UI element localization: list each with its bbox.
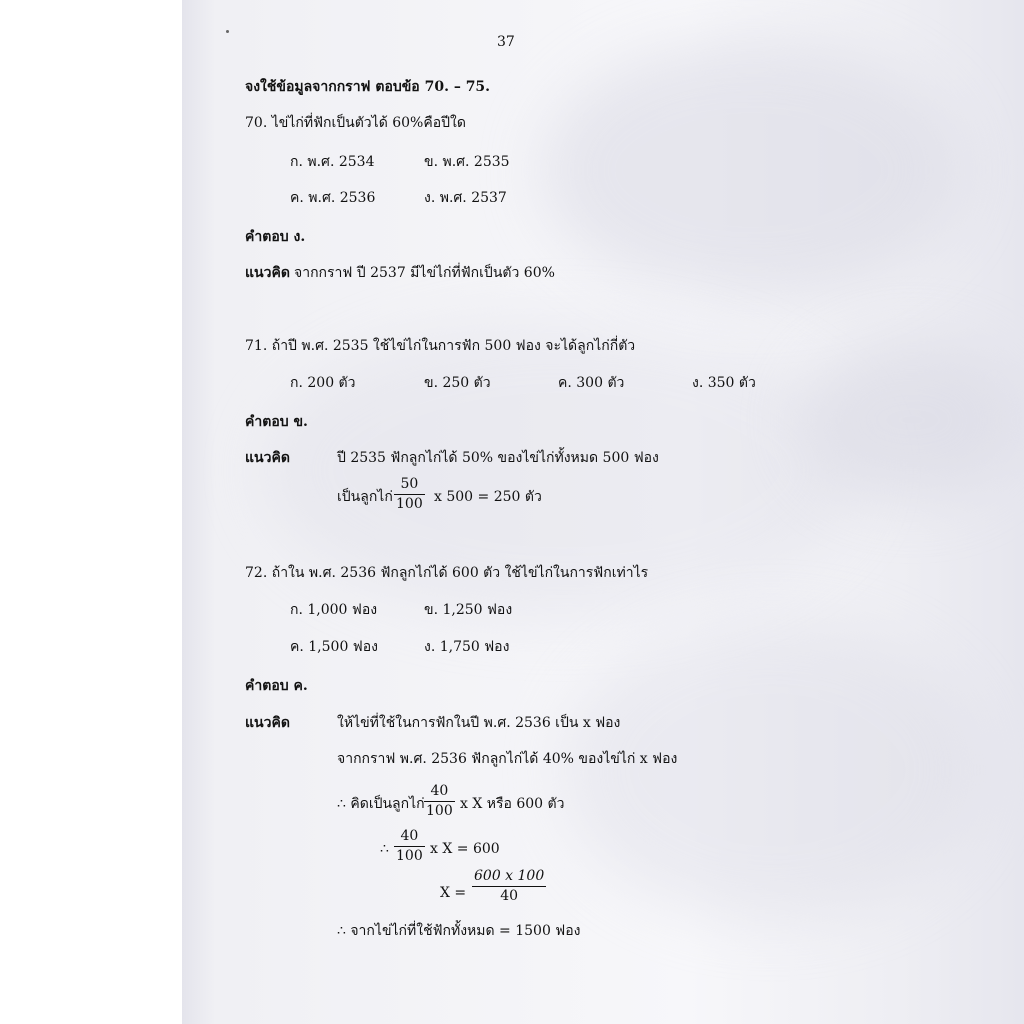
- q72-line-4-suffix: x X = 600: [430, 841, 500, 857]
- q71-choice-b: ข. 250 ตัว: [424, 375, 491, 391]
- q72-line-4-denominator: 100: [396, 848, 423, 864]
- q72-concept-label: แนวคิด: [245, 715, 290, 731]
- question-70: 70. ไข่ไก่ที่ฟักเป็นตัวได้ 60%คือปีใด: [245, 115, 466, 131]
- background-left: [0, 0, 182, 1024]
- q72-line-1: ให้ไข่ที่ใช้ในการฟักในปี พ.ศ. 2536 เป็น x ฟอง: [337, 715, 621, 731]
- q70-answer: คำตอบ ง.: [245, 229, 306, 245]
- q71-fraction-denominator: 100: [396, 496, 423, 512]
- q71-concept-line: ปี 2535 ฟักลูกไก่ได้ 50% ของไข่ไก่ทั้งหมด 500 ฟอง: [337, 450, 659, 466]
- question-71: 71. ถ้าปี พ.ศ. 2535 ใช้ไข่ไก่ในการฟัก 500 ฟอง จะได้ลูกไก่กี่ตัว: [245, 338, 636, 354]
- q72-line-3-prefix: ∴ คิดเป็นลูกไก่: [337, 796, 425, 812]
- q72-line-3-numerator: 40: [430, 783, 449, 799]
- q70-choice-a: ก. พ.ศ. 2534: [290, 154, 375, 170]
- q71-calc-result: x 500 = 250 ตัว: [434, 489, 542, 505]
- page-number: 37: [497, 34, 515, 50]
- q71-choice-a: ก. 200 ตัว: [290, 375, 356, 391]
- q72-line-5-fraction: [472, 868, 546, 905]
- q71-concept-label: แนวคิด: [245, 450, 290, 466]
- q72-line-4-fraction: [394, 828, 425, 865]
- q72-choice-c: ค. 1,500 ฟอง: [290, 639, 378, 655]
- q72-line-6: ∴ จากไข่ไก่ที่ใช้ฟักทั้งหมด = 1500 ฟอง: [337, 923, 581, 939]
- q71-choice-d: ง. 350 ตัว: [692, 375, 756, 391]
- q70-choice-c: ค. พ.ศ. 2536: [290, 190, 376, 206]
- q72-line-3-suffix: x X หรือ 600 ตัว: [460, 796, 565, 812]
- speck: [226, 30, 229, 33]
- q72-line-3-denominator: 100: [426, 803, 453, 819]
- q72-choice-a: ก. 1,000 ฟอง: [290, 602, 378, 618]
- q71-fraction: [394, 476, 425, 513]
- q72-choice-b: ข. 1,250 ฟอง: [424, 602, 513, 618]
- q70-concept-label: แนวคิด: [245, 265, 290, 281]
- q71-choice-c: ค. 300 ตัว: [558, 375, 625, 391]
- q72-line-5-prefix: X =: [440, 885, 467, 901]
- q70-concept-text: จากกราฟ ปี 2537 มีไข่ไก่ที่ฟักเป็นตัว 60%: [294, 265, 555, 281]
- q72-choice-d: ง. 1,750 ฟอง: [424, 639, 510, 655]
- q72-line-5-denominator: 40: [500, 888, 519, 904]
- question-72: 72. ถ้าใน พ.ศ. 2536 ฟักลูกไก่ได้ 600 ตัว ใช้ไข่ไก่ในการฟักเท่าไร: [245, 565, 649, 581]
- q71-calc-prefix: เป็นลูกไก่: [337, 489, 393, 505]
- q72-answer: คำตอบ ค.: [245, 678, 308, 694]
- instruction-heading: จงใช้ข้อมูลจากกราฟ ตอบข้อ 70. – 75.: [245, 79, 491, 95]
- q70-choice-b: ข. พ.ศ. 2535: [424, 154, 510, 170]
- q72-line-4-prefix: ∴: [380, 841, 389, 857]
- q72-line-3-fraction: [424, 783, 455, 820]
- q71-answer: คำตอบ ข.: [245, 414, 308, 430]
- q70-choice-d: ง. พ.ศ. 2537: [424, 190, 507, 206]
- q71-fraction-numerator: 50: [400, 476, 419, 492]
- q72-line-4-numerator: 40: [400, 828, 419, 844]
- q72-line-2: จากกราฟ พ.ศ. 2536 ฟักลูกไก่ได้ 40% ของไข่ไก่ x ฟอง: [337, 751, 678, 767]
- q72-line-5-numerator: 600 x 100: [474, 868, 545, 884]
